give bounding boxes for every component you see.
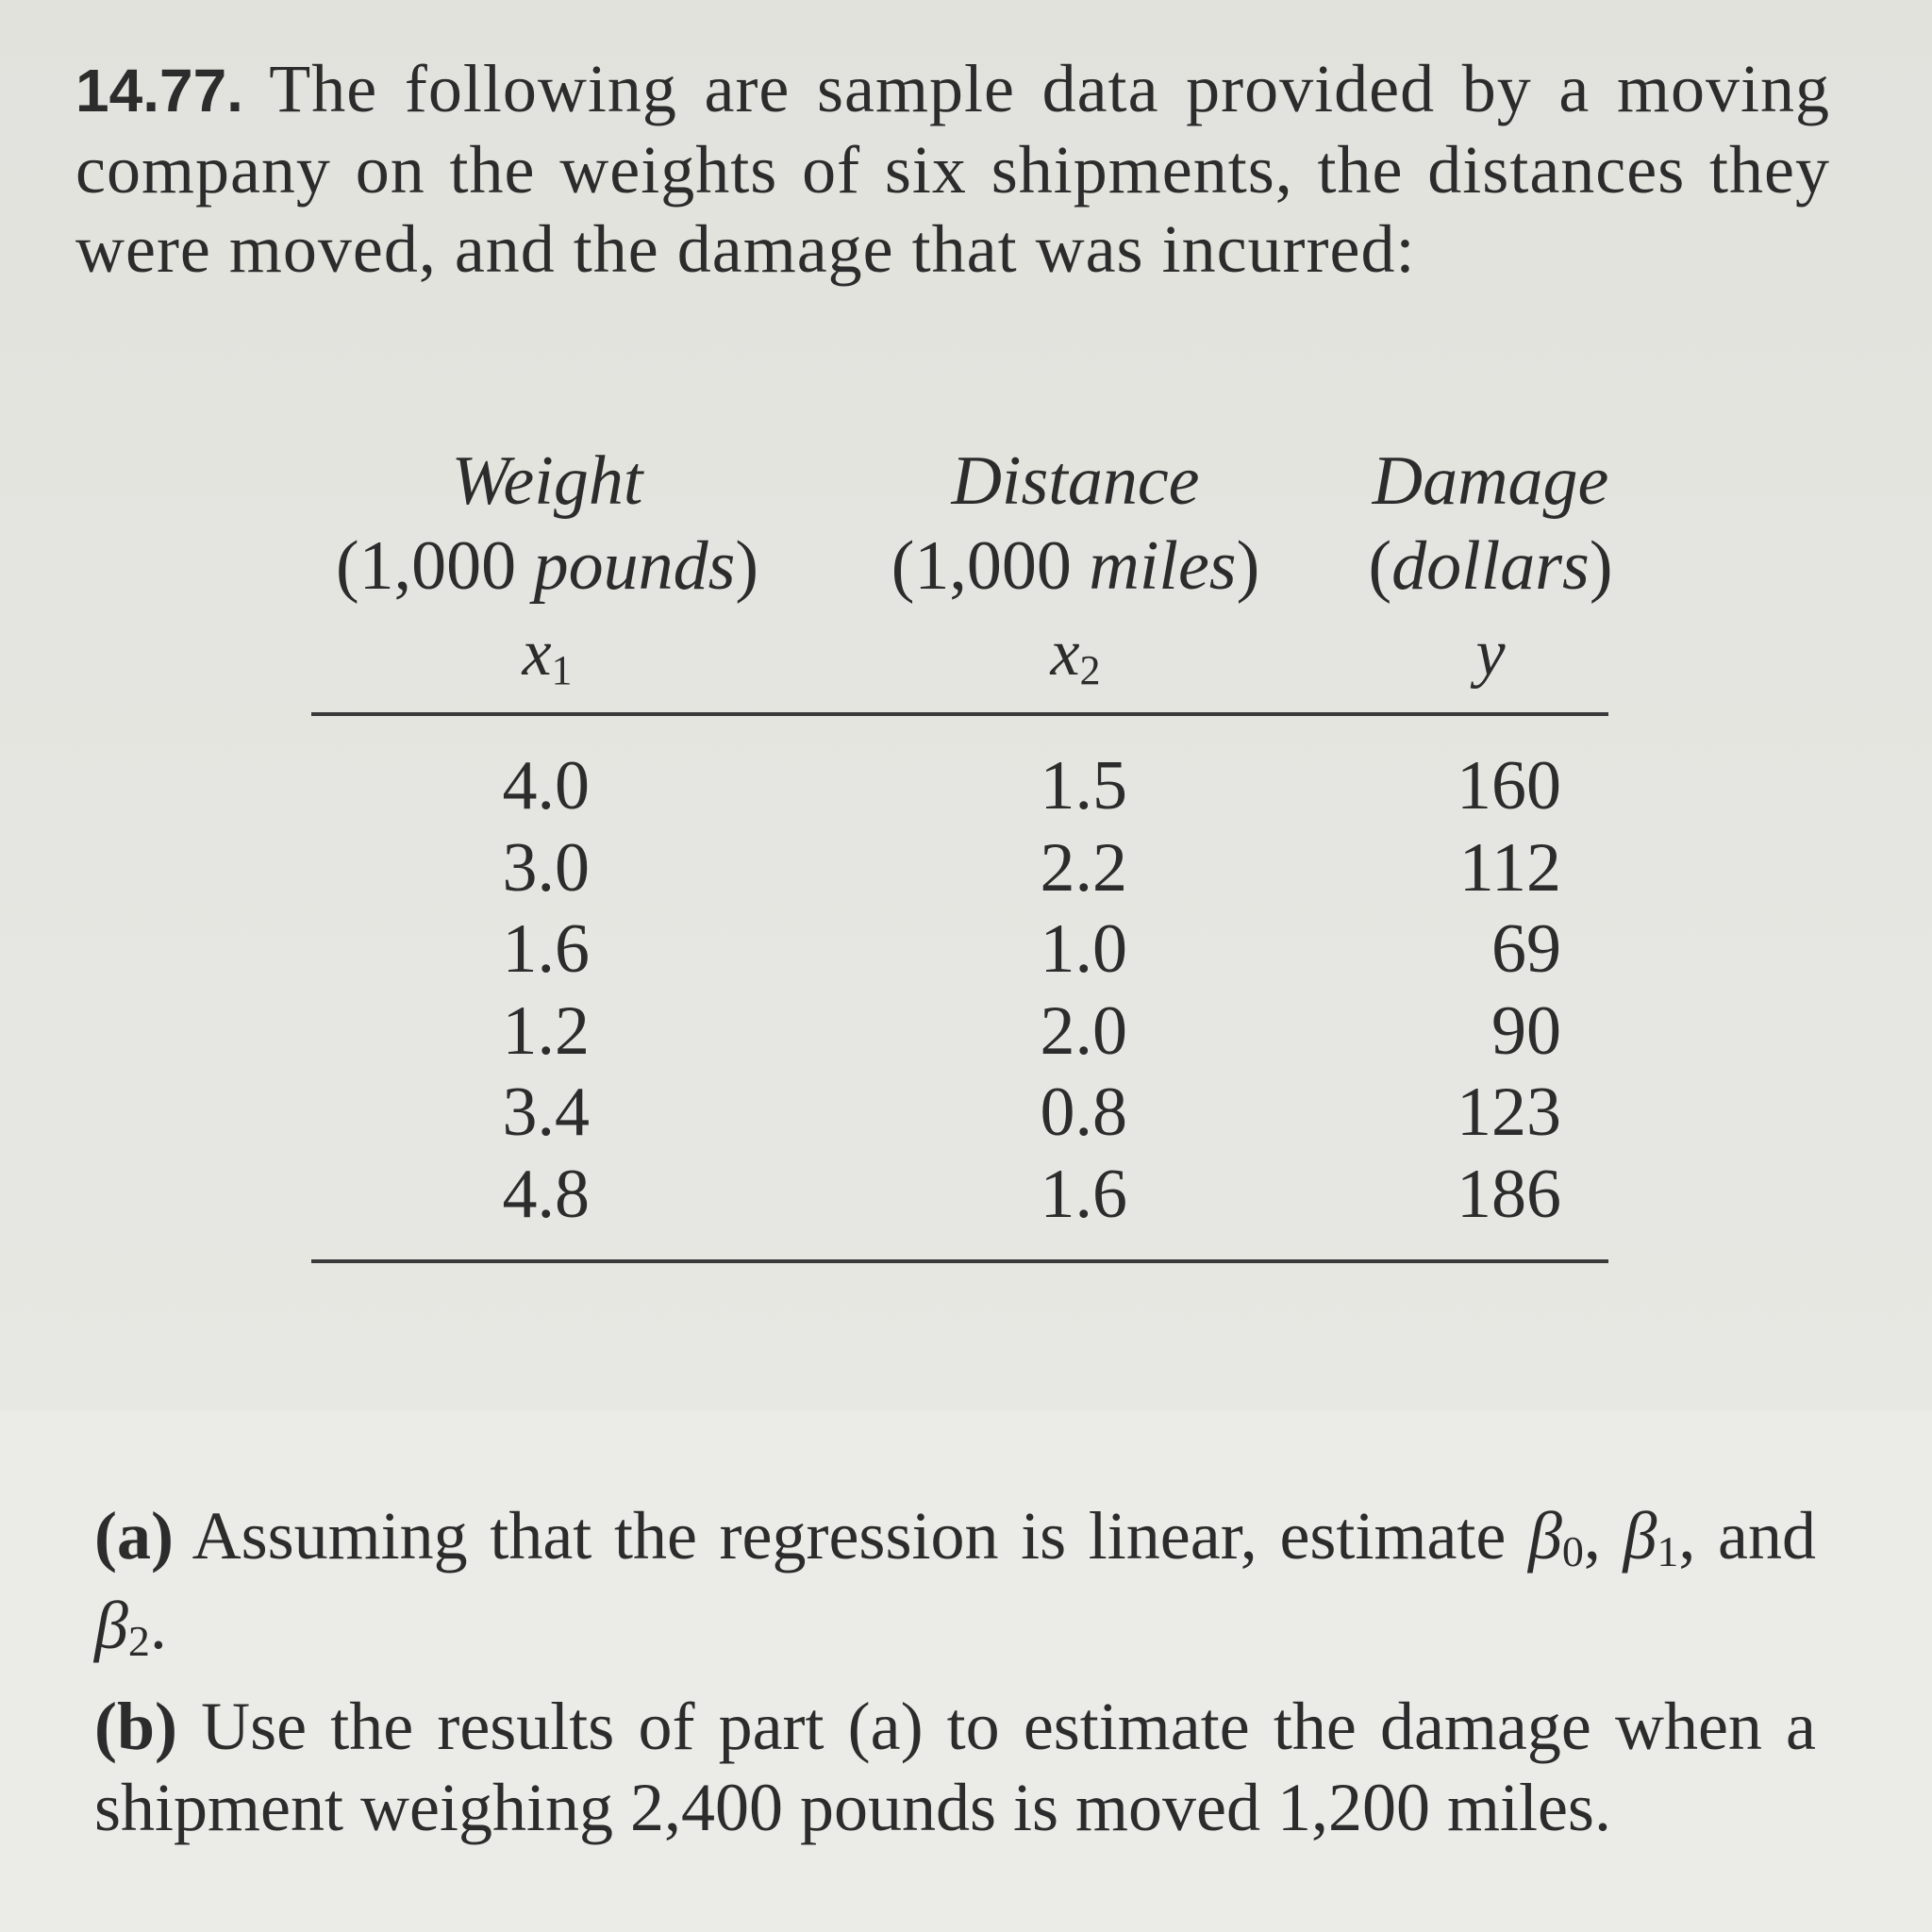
table-cell: 1.2	[502, 991, 590, 1070]
problem-intro: The following are sample data provided by a moving company on the weights of six shipments, the distances they were moved, and the damage that was incurred:	[75, 51, 1830, 287]
column-unit: (1,000 miles)	[891, 527, 1260, 605]
table-cell: 3.4	[502, 1074, 590, 1151]
problem-statement	[75, 49, 1830, 289]
part-b-label: (b)	[94, 1689, 177, 1764]
column-title: Damage	[1372, 442, 1609, 520]
column-variable: $x_1$	[522, 617, 573, 693]
column-title: Distance	[951, 442, 1200, 520]
part-a-label: (a)	[94, 1498, 174, 1574]
part-b	[94, 1686, 1816, 1848]
column-variable: y	[1475, 617, 1506, 690]
distance-column	[976, 745, 1127, 1235]
table-cell: 3.0	[502, 828, 590, 907]
table-cell: 1.6	[1040, 1155, 1127, 1233]
column-header-weight	[311, 439, 783, 707]
problem-parts	[94, 1495, 1816, 1859]
part-a: (a) Assuming that the regression is linear, estimate $\beta_0$, $\beta_1$, and $\beta_2$.	[94, 1498, 1816, 1665]
column-title: Weight	[451, 442, 643, 520]
table-cell: 1.0	[1040, 910, 1127, 988]
table-cell: 186	[1457, 1155, 1561, 1233]
beta-1: $\beta_1$	[1623, 1498, 1679, 1575]
beta-0: $\beta_0$	[1528, 1498, 1584, 1575]
table-cell: 1.5	[1040, 747, 1127, 824]
table-cell: 2.0	[1040, 991, 1127, 1070]
column-unit: (dollars)	[1368, 527, 1613, 605]
column-variable: $x_2$	[1050, 617, 1101, 693]
beta-2: $\beta_2$	[94, 1588, 150, 1665]
table-cell: 4.0	[502, 747, 590, 824]
weight-column	[443, 745, 590, 1235]
table-cell: 112	[1458, 828, 1561, 907]
table-cell: 90	[1491, 991, 1561, 1070]
table-cell: 123	[1457, 1074, 1561, 1151]
table-top-rule	[311, 712, 1608, 716]
problem-number: 14.77.	[75, 57, 243, 125]
damage-column	[1406, 745, 1561, 1235]
table-cell: 2.2	[1040, 828, 1127, 907]
table-cell: 4.8	[502, 1155, 590, 1233]
table-cell: 0.8	[1040, 1074, 1127, 1151]
column-header-distance	[858, 439, 1292, 707]
table-cell: 160	[1457, 747, 1561, 824]
part-b-text: Use the results of part (a) to estimate the damage when a shipment weighing 2,400 pounds is moved 1,200 miles.	[94, 1689, 1816, 1845]
column-header-damage	[1330, 439, 1651, 707]
table-cell: 1.6	[502, 910, 590, 988]
table-bottom-rule	[311, 1259, 1608, 1263]
table-cell: 69	[1491, 910, 1561, 988]
column-unit: (1,000 pounds)	[335, 527, 759, 605]
